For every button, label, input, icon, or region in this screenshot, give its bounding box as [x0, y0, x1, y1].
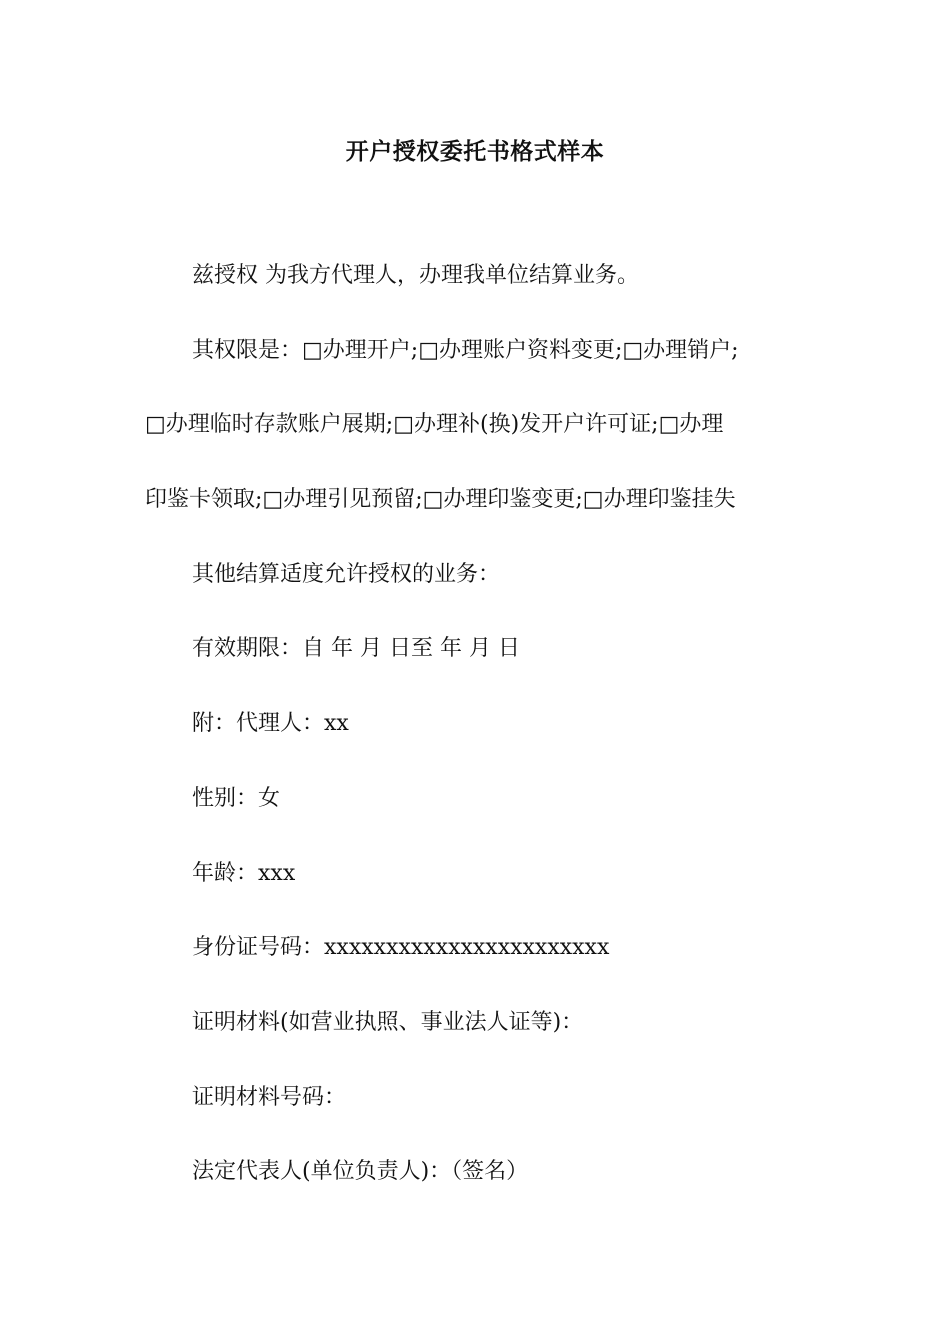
paragraph-id-number: 身份证号码：xxxxxxxxxxxxxxxxxxxxxxx [192, 935, 610, 960]
paragraph-agent: 附：代理人：xx [192, 711, 349, 736]
paragraph-authorization: 兹授权 为我方代理人，办理我单位结算业务。 [192, 263, 639, 288]
paragraph-validity-period: 有效期限：自 年 月 日至 年 月 日 [192, 636, 520, 661]
paragraph-other-business: 其他结算适度允许授权的业务： [192, 562, 501, 587]
document-title: 开户授权委托书格式样本 [345, 138, 605, 165]
paragraph-permissions: 其权限是：□办理开户;□办理账户资料变更;□办理销户; [192, 338, 739, 363]
paragraph-permissions-cont-1: □办理临时存款账户展期;□办理补(换)发开户许可证;□办理 [145, 412, 724, 437]
paragraph-legal-representative: 法定代表人(单位负责人)：（签名） [192, 1159, 529, 1184]
paragraph-permissions-cont-2: 印鉴卡领取;□办理引见预留;□办理印鉴变更;□办理印鉴挂失 [145, 487, 736, 512]
paragraph-proof-number: 证明材料号码： [192, 1085, 347, 1110]
paragraph-proof-materials: 证明材料(如营业执照、事业法人证等)： [192, 1010, 584, 1035]
paragraph-gender: 性别：女 [192, 786, 281, 811]
paragraph-age: 年龄：xxx [192, 861, 296, 886]
